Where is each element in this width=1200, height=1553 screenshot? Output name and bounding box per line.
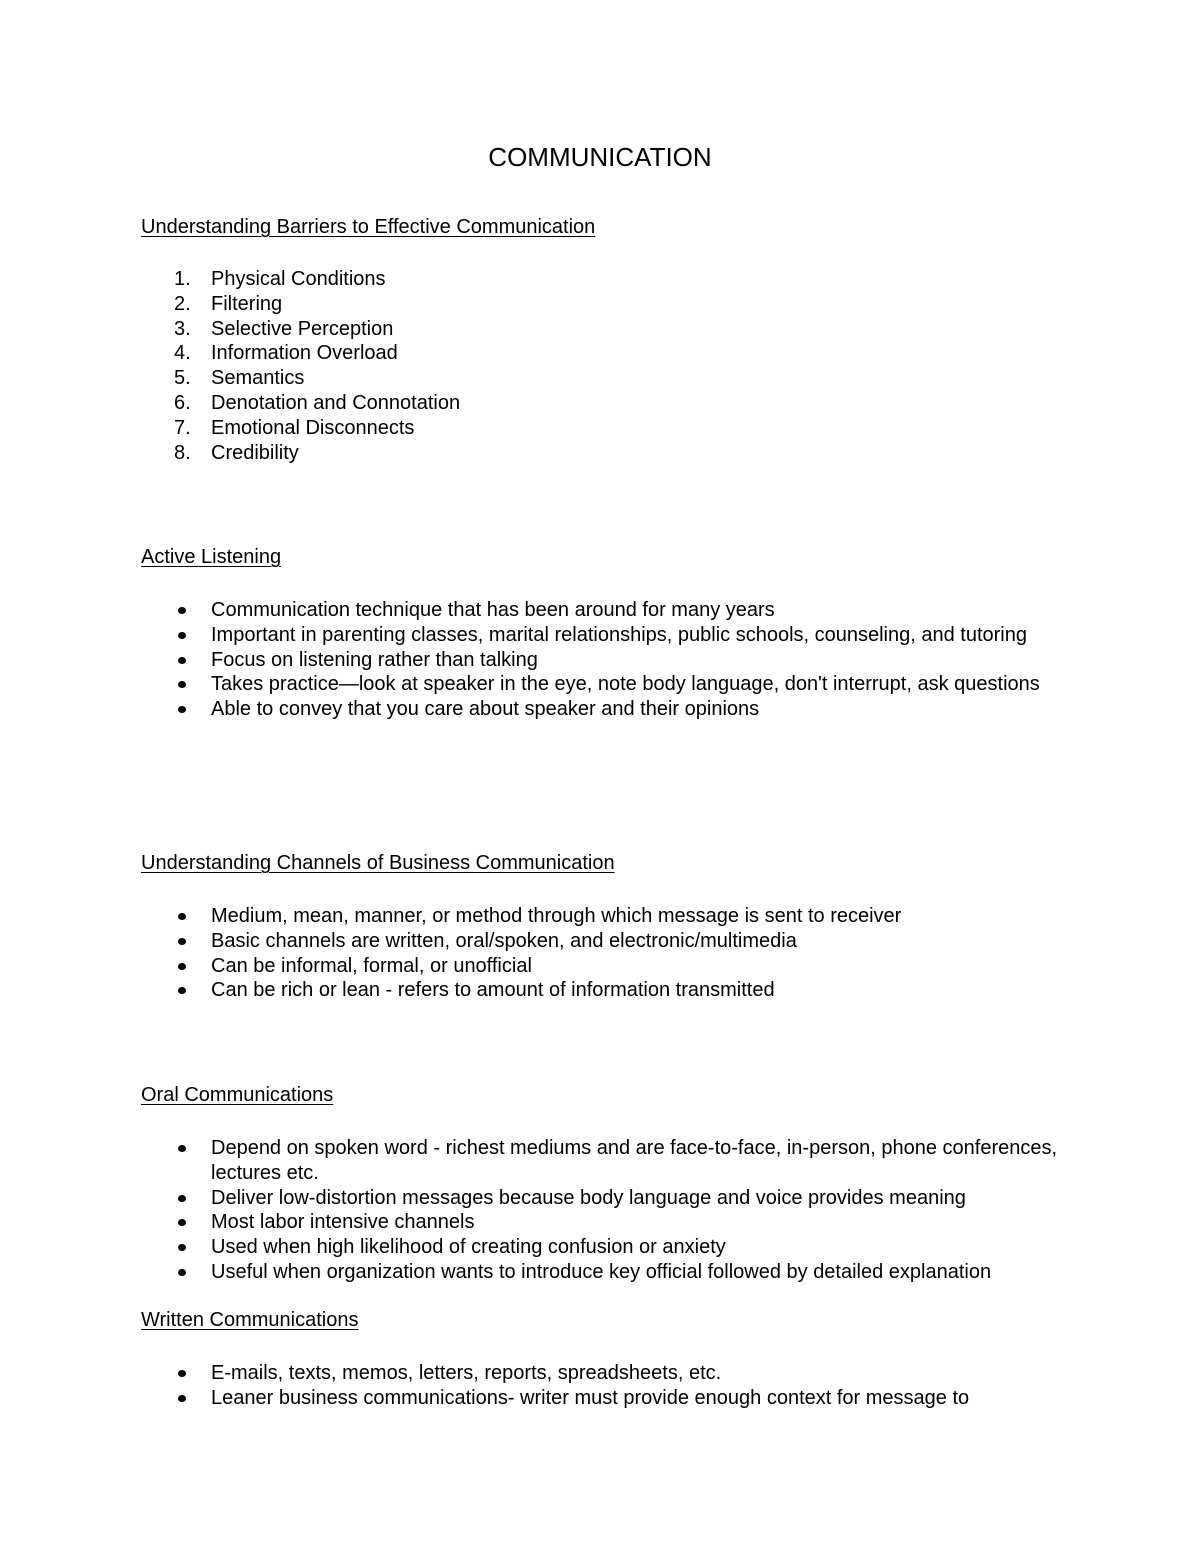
list-item-text: Medium, mean, manner, or method through which message is sent to receiver xyxy=(211,905,902,927)
list-item xyxy=(0,1235,1200,1260)
bullet-icon xyxy=(178,681,186,688)
bullet-icon xyxy=(178,963,186,970)
list-item-text: Most labor intensive channels xyxy=(211,1211,475,1234)
list-item xyxy=(0,598,1200,623)
list-item xyxy=(0,317,1200,342)
list-number: 7. xyxy=(174,416,191,439)
list-item-text: Can be informal, formal, or unofficial xyxy=(211,954,532,977)
oral-communications-list xyxy=(0,1136,1200,1285)
list-item-text: Semantics xyxy=(211,367,305,390)
list-item-text: Credibility xyxy=(211,441,299,464)
list-item xyxy=(0,648,1200,673)
list-item xyxy=(0,929,1200,954)
list-number: 4. xyxy=(174,342,191,365)
bullet-icon xyxy=(178,1395,186,1402)
list-item xyxy=(0,904,1200,929)
bullet-icon xyxy=(178,1370,186,1377)
bullet-icon xyxy=(178,632,186,639)
list-item xyxy=(0,267,1200,292)
bullet-icon xyxy=(178,1219,186,1226)
list-number: 3. xyxy=(174,317,191,340)
list-item xyxy=(0,366,1200,391)
bullet-icon xyxy=(178,1195,186,1202)
list-item-text: Communication technique that has been around for many years xyxy=(211,599,775,621)
list-item-text: Leaner business communications- writer must provide enough context for message to xyxy=(211,1386,970,1409)
list-item xyxy=(0,697,1200,722)
bullet-icon xyxy=(178,987,186,994)
list-item xyxy=(0,978,1200,1003)
list-item xyxy=(0,416,1200,441)
list-item-text: Important in parenting classes, marital relationships, public schools, counseling, and tutoring xyxy=(211,623,1027,646)
list-item xyxy=(0,954,1200,979)
list-item-text: Filtering xyxy=(211,292,283,315)
list-item xyxy=(0,672,1200,697)
list-number: 8. xyxy=(174,441,191,464)
list-item-text: Able to convey that you care about speaker and their opinions xyxy=(211,698,760,721)
bullet-icon xyxy=(178,1244,186,1251)
list-item xyxy=(0,441,1200,466)
list-item-text: Takes practice—look at speaker in the eye, note body language, don't interrupt, ask questions xyxy=(211,673,1040,696)
list-item-text: Selective Perception xyxy=(211,317,394,340)
list-item xyxy=(0,1386,1200,1411)
list-item-text: Information Overload xyxy=(211,342,398,365)
section-heading-active-listening: Active Listening xyxy=(141,546,282,568)
list-item-text: Focus on listening rather than talking xyxy=(211,648,538,671)
list-item-text: Emotional Disconnects xyxy=(211,416,415,439)
written-communications-list xyxy=(0,1361,1200,1411)
list-item xyxy=(0,341,1200,366)
section-heading-written: Written Communications xyxy=(141,1309,359,1331)
list-number: 6. xyxy=(174,391,191,414)
list-item xyxy=(0,391,1200,416)
list-number: 2. xyxy=(174,292,191,315)
bullet-icon xyxy=(178,1269,186,1276)
list-item-text: Used when high likelihood of creating confusion or anxiety xyxy=(211,1236,726,1259)
bullet-icon xyxy=(178,938,186,945)
list-item-text: Denotation and Connotation xyxy=(211,391,461,414)
bullet-icon xyxy=(178,657,186,664)
list-item xyxy=(0,1136,1200,1186)
list-item-text: E-mails, texts, memos, letters, reports, spreadsheets, etc. xyxy=(211,1362,722,1384)
list-item-text: Can be rich or lean - refers to amount of information transmitted xyxy=(211,979,775,1002)
list-number: 1. xyxy=(174,268,191,290)
list-item-text: Depend on spoken word - richest mediums and are face-to-face, in-person, phone conferences, lectures etc. xyxy=(211,1137,1058,1184)
list-item-text: Physical Conditions xyxy=(211,268,386,290)
bullet-icon xyxy=(178,913,186,920)
list-item xyxy=(0,623,1200,648)
list-item-text: Useful when organization wants to introduce key official followed by detailed explanation xyxy=(211,1260,992,1283)
barriers-list xyxy=(0,267,1200,465)
active-listening-list xyxy=(0,598,1200,722)
list-item xyxy=(0,1210,1200,1235)
channels-list xyxy=(0,904,1200,1003)
section-heading-oral: Oral Communications xyxy=(141,1084,334,1106)
bullet-icon xyxy=(178,1145,186,1152)
section-heading-barriers: Understanding Barriers to Effective Communication xyxy=(141,216,596,238)
list-item xyxy=(0,1186,1200,1211)
list-item-text: Deliver low-distortion messages because body language and voice provides meaning xyxy=(211,1186,966,1209)
list-number: 5. xyxy=(174,367,191,390)
bullet-icon xyxy=(178,706,186,713)
list-item-text: Basic channels are written, oral/spoken, and electronic/multimedia xyxy=(211,929,797,952)
list-item xyxy=(0,292,1200,317)
list-item xyxy=(0,1260,1200,1285)
list-item xyxy=(0,1361,1200,1386)
bullet-icon xyxy=(178,607,186,614)
page-title: COMMUNICATION xyxy=(488,142,712,172)
section-heading-channels: Understanding Channels of Business Communication xyxy=(141,852,615,874)
